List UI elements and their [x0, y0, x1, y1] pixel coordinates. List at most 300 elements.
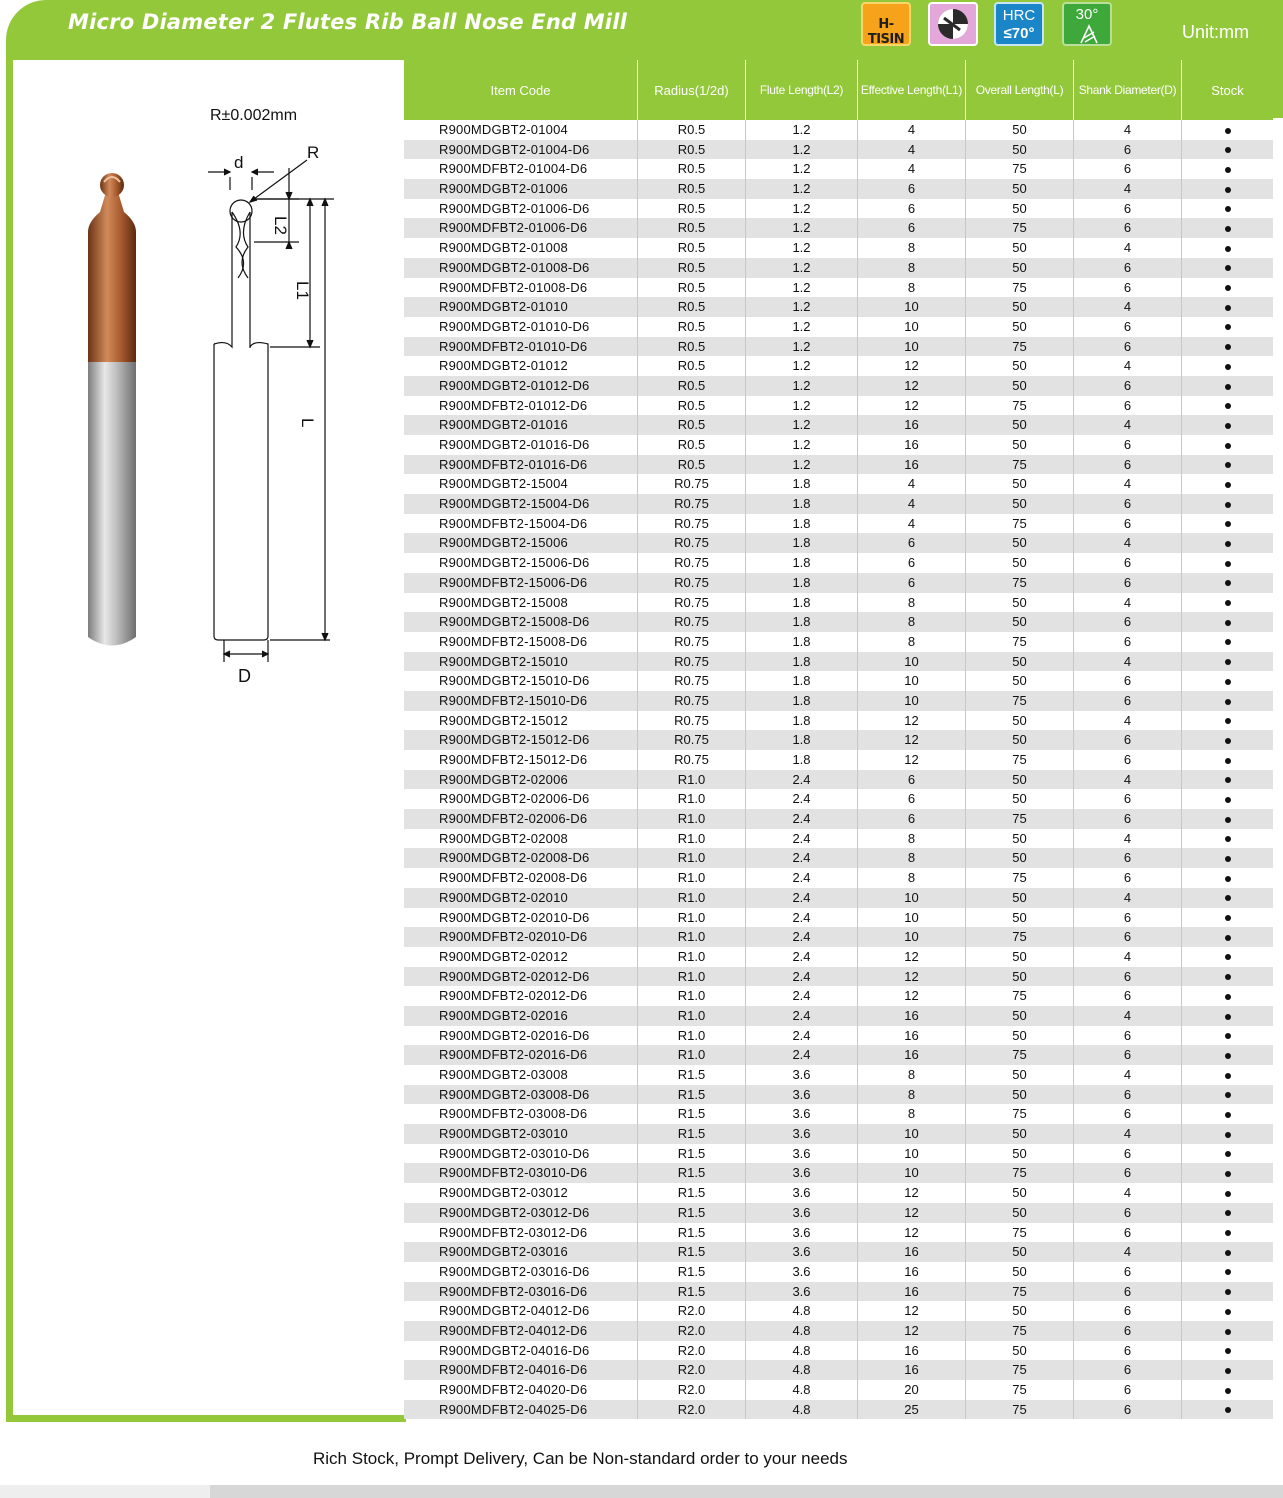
in-stock-dot-icon	[1225, 1014, 1231, 1020]
col-shank-diameter-cell: 6	[1074, 1144, 1182, 1164]
in-stock-dot-icon	[1225, 265, 1231, 271]
col-stock-cell	[1182, 809, 1273, 829]
table-row	[404, 140, 1273, 160]
col-overall-length-cell: 50	[966, 199, 1074, 219]
col-item-code-cell: R900MDFBT2-04020-D6	[404, 1380, 638, 1400]
col-radius-cell: R1.5	[638, 1262, 746, 1282]
col-overall-length-cell: 50	[966, 789, 1074, 809]
table-row	[404, 278, 1273, 298]
col-stock-cell	[1182, 455, 1273, 475]
col-overall-length-cell: 75	[966, 1380, 1074, 1400]
col-stock-cell	[1182, 179, 1273, 199]
col-radius-cell: R0.5	[638, 218, 746, 238]
table-row	[404, 376, 1273, 396]
col-item-code-cell: R900MDGBT2-03012	[404, 1183, 638, 1203]
col-effective-length-cell: 12	[858, 730, 966, 750]
col-radius-cell: R0.5	[638, 415, 746, 435]
unit-label: Unit:mm	[1182, 22, 1249, 42]
col-shank-diameter-cell: 6	[1074, 848, 1182, 868]
col-overall-length-cell: 75	[966, 1400, 1074, 1420]
col-item-code-cell: R900MDGBT2-15008-D6	[404, 612, 638, 632]
col-shank-diameter-cell: 4	[1074, 356, 1182, 376]
table-row	[404, 1065, 1273, 1085]
col-overall-length-cell: 50	[966, 553, 1074, 573]
col-effective-length-cell: 8	[858, 1085, 966, 1105]
hrc-value: ≤70°	[1003, 25, 1035, 42]
col-stock-cell	[1182, 868, 1273, 888]
col-shank-diameter-cell: 6	[1074, 1223, 1182, 1243]
col-radius-cell: R1.0	[638, 927, 746, 947]
in-stock-dot-icon	[1225, 620, 1231, 626]
col-overall-length-cell: 50	[966, 730, 1074, 750]
in-stock-dot-icon	[1225, 1329, 1231, 1335]
table-row	[404, 593, 1273, 613]
col-effective-length-cell: 25	[858, 1400, 966, 1420]
col-stock-cell	[1182, 1104, 1273, 1124]
col-radius-cell: R0.5	[638, 356, 746, 376]
col-flute-length-cell: 2.4	[746, 927, 858, 947]
col-effective-length-cell: 8	[858, 868, 966, 888]
table-row	[404, 1085, 1273, 1105]
table-row	[404, 927, 1273, 947]
col-radius-cell: R0.5	[638, 120, 746, 140]
col-radius-cell: R0.75	[638, 553, 746, 573]
col-flute-length-header: Flute Length(L2)	[746, 60, 858, 120]
col-flute-length-cell: 3.6	[746, 1144, 858, 1164]
col-shank-diameter-cell: 6	[1074, 396, 1182, 416]
col-flute-length-cell: 1.8	[746, 691, 858, 711]
col-overall-length-cell: 75	[966, 1104, 1074, 1124]
col-effective-length-cell: 8	[858, 278, 966, 298]
col-stock-cell	[1182, 435, 1273, 455]
col-effective-length-cell: 4	[858, 140, 966, 160]
col-effective-length-header: Effective Length(L1)	[858, 60, 966, 120]
in-stock-dot-icon	[1225, 561, 1231, 567]
col-overall-length-cell: 50	[966, 1301, 1074, 1321]
col-effective-length-cell: 12	[858, 1203, 966, 1223]
col-radius-cell: R1.5	[638, 1163, 746, 1183]
table-row	[404, 1203, 1273, 1223]
col-stock-cell	[1182, 671, 1273, 691]
col-stock-cell	[1182, 238, 1273, 258]
col-effective-length-cell: 10	[858, 927, 966, 947]
col-effective-length-cell: 16	[858, 1341, 966, 1361]
table-row	[404, 199, 1273, 219]
col-item-code-cell: R900MDFBT2-02008-D6	[404, 868, 638, 888]
col-radius-cell: R0.5	[638, 159, 746, 179]
table-row	[404, 514, 1273, 534]
col-shank-diameter-cell: 6	[1074, 1360, 1182, 1380]
col-effective-length-cell: 8	[858, 612, 966, 632]
col-radius-cell: R0.75	[638, 730, 746, 750]
col-radius-cell: R0.5	[638, 140, 746, 160]
col-flute-length-cell: 2.4	[746, 789, 858, 809]
col-radius-cell: R1.5	[638, 1282, 746, 1302]
table-row	[404, 1242, 1273, 1262]
col-shank-diameter-cell: 6	[1074, 612, 1182, 632]
col-stock-cell	[1182, 514, 1273, 534]
table-row	[404, 888, 1273, 908]
col-item-code-cell: R900MDGBT2-01004-D6	[404, 140, 638, 160]
col-stock-cell	[1182, 947, 1273, 967]
hrc-label: HRC	[1002, 7, 1036, 24]
table-row	[404, 1183, 1273, 1203]
col-flute-length-cell: 2.4	[746, 868, 858, 888]
col-effective-length-cell: 6	[858, 789, 966, 809]
table-row	[404, 908, 1273, 928]
table-row	[404, 612, 1273, 632]
table-row	[404, 1223, 1273, 1243]
col-item-code-cell: R900MDGBT2-03008	[404, 1065, 638, 1085]
col-overall-length-cell: 75	[966, 809, 1074, 829]
col-flute-length-cell: 2.4	[746, 829, 858, 849]
in-stock-dot-icon	[1225, 836, 1231, 842]
col-flute-length-cell: 1.8	[746, 514, 858, 534]
col-effective-length-cell: 8	[858, 848, 966, 868]
col-effective-length-cell: 10	[858, 337, 966, 357]
col-item-code-cell: R900MDGBT2-03010	[404, 1124, 638, 1144]
col-flute-length-cell: 4.8	[746, 1301, 858, 1321]
col-item-code-cell: R900MDGBT2-02010-D6	[404, 908, 638, 928]
col-flute-length-cell: 1.2	[746, 435, 858, 455]
col-shank-diameter-cell: 4	[1074, 238, 1182, 258]
helix-icon	[1078, 24, 1100, 44]
table-row	[404, 986, 1273, 1006]
col-stock-cell	[1182, 218, 1273, 238]
table-row	[404, 120, 1273, 140]
col-flute-length-cell: 2.4	[746, 947, 858, 967]
in-stock-dot-icon	[1225, 974, 1231, 980]
col-radius-cell: R1.0	[638, 770, 746, 790]
col-effective-length-cell: 4	[858, 474, 966, 494]
col-overall-length-cell: 50	[966, 179, 1074, 199]
col-item-code-cell: R900MDGBT2-02010	[404, 888, 638, 908]
table-row	[404, 1301, 1273, 1321]
col-radius-cell: R1.5	[638, 1065, 746, 1085]
col-stock-cell	[1182, 1144, 1273, 1164]
two-flute-icon	[928, 2, 978, 46]
col-stock-cell	[1182, 396, 1273, 416]
col-radius-cell: R0.5	[638, 297, 746, 317]
col-stock-cell	[1182, 317, 1273, 337]
in-stock-dot-icon	[1225, 1151, 1231, 1157]
col-effective-length-cell: 6	[858, 218, 966, 238]
col-radius-cell: R0.5	[638, 455, 746, 475]
col-flute-length-cell: 1.8	[746, 652, 858, 672]
col-overall-length-cell: 50	[966, 652, 1074, 672]
table-row	[404, 297, 1273, 317]
table-row	[404, 967, 1273, 987]
col-effective-length-cell: 12	[858, 986, 966, 1006]
col-overall-length-cell: 50	[966, 671, 1074, 691]
in-stock-dot-icon	[1225, 1407, 1231, 1413]
in-stock-dot-icon	[1225, 206, 1231, 212]
col-shank-diameter-cell: 6	[1074, 1341, 1182, 1361]
bottom-bar	[210, 1485, 1283, 1498]
table-row	[404, 1341, 1273, 1361]
col-flute-length-cell: 1.8	[746, 750, 858, 770]
col-radius-cell: R0.75	[638, 691, 746, 711]
spec-table-body	[404, 120, 1273, 1419]
col-effective-length-cell: 4	[858, 494, 966, 514]
col-radius-cell: R1.5	[638, 1223, 746, 1243]
table-row	[404, 1104, 1273, 1124]
col-flute-length-cell: 4.8	[746, 1380, 858, 1400]
col-shank-diameter-cell: 6	[1074, 927, 1182, 947]
in-stock-dot-icon	[1225, 915, 1231, 921]
col-stock-cell	[1182, 376, 1273, 396]
col-overall-length-cell: 50	[966, 848, 1074, 868]
col-effective-length-cell: 8	[858, 632, 966, 652]
col-overall-length-cell: 50	[966, 435, 1074, 455]
col-effective-length-cell: 10	[858, 1144, 966, 1164]
col-item-code-cell: R900MDGBT2-02016	[404, 1006, 638, 1026]
col-overall-length-cell: 50	[966, 1006, 1074, 1026]
col-shank-diameter-cell: 4	[1074, 652, 1182, 672]
col-stock-cell	[1182, 1026, 1273, 1046]
col-flute-length-cell: 1.2	[746, 455, 858, 475]
col-overall-length-cell: 75	[966, 396, 1074, 416]
col-overall-length-cell: 50	[966, 1242, 1074, 1262]
table-row	[404, 1400, 1273, 1420]
table-row	[404, 396, 1273, 416]
col-shank-diameter-cell: 6	[1074, 159, 1182, 179]
col-effective-length-cell: 16	[858, 1006, 966, 1026]
col-stock-cell	[1182, 612, 1273, 632]
col-shank-diameter-cell: 6	[1074, 435, 1182, 455]
col-flute-length-cell: 2.4	[746, 986, 858, 1006]
col-stock-cell	[1182, 199, 1273, 219]
col-item-code-cell: R900MDGBT2-03010-D6	[404, 1144, 638, 1164]
col-flute-length-cell: 1.2	[746, 376, 858, 396]
in-stock-dot-icon	[1225, 128, 1231, 134]
dim-d-label: d	[234, 153, 244, 172]
col-effective-length-cell: 6	[858, 573, 966, 593]
col-overall-length-cell: 50	[966, 258, 1074, 278]
col-stock-cell	[1182, 691, 1273, 711]
table-row	[404, 848, 1273, 868]
col-shank-diameter-cell: 6	[1074, 218, 1182, 238]
col-stock-cell	[1182, 1400, 1273, 1420]
table-row	[404, 789, 1273, 809]
col-flute-length-cell: 3.6	[746, 1262, 858, 1282]
in-stock-dot-icon	[1225, 1309, 1231, 1315]
col-stock-cell	[1182, 750, 1273, 770]
dim-l1-label: L1	[293, 281, 312, 300]
col-effective-length-cell: 10	[858, 1163, 966, 1183]
col-stock-cell	[1182, 927, 1273, 947]
table-row	[404, 1144, 1273, 1164]
col-radius-cell: R1.5	[638, 1203, 746, 1223]
col-item-code-cell: R900MDGBT2-01010	[404, 297, 638, 317]
col-radius-cell: R1.0	[638, 967, 746, 987]
col-item-code-cell: R900MDFBT2-01016-D6	[404, 455, 638, 475]
col-stock-cell	[1182, 908, 1273, 928]
col-radius-cell: R1.0	[638, 1006, 746, 1026]
col-radius-cell: R0.75	[638, 711, 746, 731]
col-effective-length-cell: 16	[858, 1262, 966, 1282]
col-effective-length-cell: 12	[858, 396, 966, 416]
in-stock-dot-icon	[1225, 167, 1231, 173]
col-radius-cell: R0.75	[638, 573, 746, 593]
col-flute-length-cell: 1.8	[746, 573, 858, 593]
col-shank-diameter-cell: 6	[1074, 258, 1182, 278]
col-item-code-cell: R900MDFBT2-02012-D6	[404, 986, 638, 1006]
col-radius-cell: R0.75	[638, 652, 746, 672]
dim-r-label: R	[307, 143, 320, 162]
in-stock-dot-icon	[1225, 443, 1231, 449]
col-radius-cell: R0.5	[638, 435, 746, 455]
col-item-code-cell: R900MDFBT2-01006-D6	[404, 218, 638, 238]
table-row	[404, 553, 1273, 573]
col-item-code-cell: R900MDFBT2-04012-D6	[404, 1321, 638, 1341]
col-item-code-cell: R900MDGBT2-01008-D6	[404, 258, 638, 278]
table-row	[404, 829, 1273, 849]
col-radius-cell: R1.0	[638, 789, 746, 809]
col-effective-length-cell: 10	[858, 671, 966, 691]
col-shank-diameter-cell: 6	[1074, 1301, 1182, 1321]
col-shank-diameter-cell: 4	[1074, 1065, 1182, 1085]
col-radius-cell: R0.5	[638, 199, 746, 219]
table-row	[404, 494, 1273, 514]
table-row	[404, 474, 1273, 494]
col-item-code-cell: R900MDFBT2-01012-D6	[404, 396, 638, 416]
col-item-code-cell: R900MDGBT2-15004-D6	[404, 494, 638, 514]
in-stock-dot-icon	[1225, 324, 1231, 330]
col-effective-length-cell: 10	[858, 317, 966, 337]
table-row	[404, 632, 1273, 652]
col-radius-cell: R1.0	[638, 1045, 746, 1065]
col-item-code-cell: R900MDGBT2-02006-D6	[404, 789, 638, 809]
col-overall-length-cell: 75	[966, 278, 1074, 298]
col-overall-length-cell: 50	[966, 612, 1074, 632]
col-overall-length-cell: 50	[966, 1203, 1074, 1223]
col-flute-length-cell: 4.8	[746, 1400, 858, 1420]
col-shank-diameter-cell: 6	[1074, 730, 1182, 750]
col-effective-length-cell: 12	[858, 356, 966, 376]
col-stock-cell	[1182, 474, 1273, 494]
col-effective-length-cell: 12	[858, 750, 966, 770]
col-item-code-cell: R900MDGBT2-01016-D6	[404, 435, 638, 455]
col-item-code-cell: R900MDGBT2-03016-D6	[404, 1262, 638, 1282]
col-stock-cell	[1182, 1360, 1273, 1380]
col-shank-diameter-cell: 4	[1074, 415, 1182, 435]
col-stock-cell	[1182, 986, 1273, 1006]
in-stock-dot-icon	[1225, 482, 1231, 488]
col-shank-diameter-cell: 6	[1074, 789, 1182, 809]
col-flute-length-cell: 1.8	[746, 553, 858, 573]
col-overall-length-cell: 50	[966, 888, 1074, 908]
table-row	[404, 947, 1273, 967]
header-bar	[6, 0, 1283, 60]
table-row	[404, 1124, 1273, 1144]
in-stock-dot-icon	[1225, 462, 1231, 468]
col-radius-cell: R2.0	[638, 1321, 746, 1341]
col-item-code-cell: R900MDGBT2-15008	[404, 593, 638, 613]
col-shank-diameter-cell: 4	[1074, 711, 1182, 731]
col-radius-cell: R0.75	[638, 750, 746, 770]
col-stock-cell	[1182, 789, 1273, 809]
col-overall-length-cell: 50	[966, 356, 1074, 376]
col-stock-cell	[1182, 494, 1273, 514]
col-effective-length-cell: 10	[858, 1124, 966, 1144]
col-shank-diameter-cell: 6	[1074, 337, 1182, 357]
col-stock-cell	[1182, 829, 1273, 849]
col-stock-cell	[1182, 356, 1273, 376]
col-overall-length-cell: 50	[966, 1085, 1074, 1105]
col-shank-diameter-cell: 6	[1074, 1104, 1182, 1124]
col-radius-cell: R0.75	[638, 533, 746, 553]
col-effective-length-cell: 16	[858, 1045, 966, 1065]
col-flute-length-cell: 3.6	[746, 1183, 858, 1203]
in-stock-dot-icon	[1225, 797, 1231, 803]
table-row	[404, 455, 1273, 475]
col-shank-diameter-cell: 4	[1074, 1242, 1182, 1262]
col-stock-cell	[1182, 1006, 1273, 1026]
col-flute-length-cell: 2.4	[746, 1045, 858, 1065]
col-radius-header: Radius(1/2d)	[638, 60, 746, 120]
table-row	[404, 1163, 1273, 1183]
col-overall-length-cell: 50	[966, 1262, 1074, 1282]
col-effective-length-cell: 10	[858, 652, 966, 672]
col-overall-length-cell: 75	[966, 632, 1074, 652]
col-overall-length-cell: 50	[966, 1144, 1074, 1164]
table-row	[404, 1282, 1273, 1302]
col-flute-length-cell: 3.6	[746, 1223, 858, 1243]
col-overall-length-cell: 50	[966, 140, 1074, 160]
table-row	[404, 533, 1273, 553]
col-overall-length-cell: 50	[966, 1124, 1074, 1144]
col-shank-diameter-cell: 6	[1074, 553, 1182, 573]
col-stock-cell	[1182, 1321, 1273, 1341]
table-row	[404, 1380, 1273, 1400]
col-radius-cell: R1.0	[638, 1026, 746, 1046]
in-stock-dot-icon	[1225, 718, 1231, 724]
col-item-code-cell: R900MDFBT2-04016-D6	[404, 1360, 638, 1380]
col-flute-length-cell: 3.6	[746, 1104, 858, 1124]
table-header	[404, 60, 1273, 120]
col-effective-length-cell: 16	[858, 415, 966, 435]
col-radius-cell: R0.5	[638, 317, 746, 337]
dim-l-label: L	[298, 418, 317, 428]
col-stock-cell	[1182, 1085, 1273, 1105]
col-stock-cell	[1182, 730, 1273, 750]
col-flute-length-cell: 1.2	[746, 396, 858, 416]
table-row	[404, 179, 1273, 199]
col-item-code-cell: R900MDFBT2-01010-D6	[404, 337, 638, 357]
col-overall-length-cell: 50	[966, 1183, 1074, 1203]
col-overall-length-header: Overall Length(L)	[966, 60, 1074, 120]
col-flute-length-cell: 3.6	[746, 1282, 858, 1302]
table-row	[404, 573, 1273, 593]
footer-note: Rich Stock, Prompt Delivery, Can be Non-standard order to your needs	[313, 1449, 848, 1468]
col-flute-length-cell: 2.4	[746, 770, 858, 790]
in-stock-dot-icon	[1225, 1289, 1231, 1295]
in-stock-dot-icon	[1225, 1191, 1231, 1197]
table-row	[404, 159, 1273, 179]
col-shank-diameter-cell: 6	[1074, 278, 1182, 298]
col-item-code-cell: R900MDGBT2-02012	[404, 947, 638, 967]
col-flute-length-cell: 1.2	[746, 179, 858, 199]
col-overall-length-cell: 50	[966, 238, 1074, 258]
right-frame	[1273, 56, 1283, 118]
col-item-code-cell: R900MDGBT2-01016	[404, 415, 638, 435]
in-stock-dot-icon	[1225, 305, 1231, 311]
col-shank-diameter-cell: 6	[1074, 868, 1182, 888]
col-flute-length-cell: 1.8	[746, 612, 858, 632]
col-stock-cell	[1182, 632, 1273, 652]
in-stock-dot-icon	[1225, 600, 1231, 606]
